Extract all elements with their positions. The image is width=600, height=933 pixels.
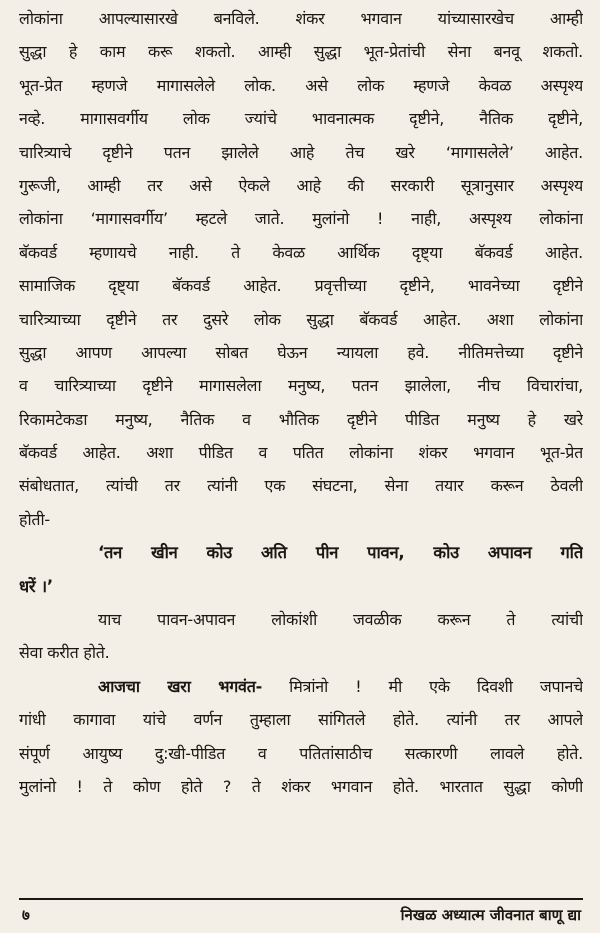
text-line: सुद्धा हे काम करू शकतो. आम्ही सुद्धा भूत-प्रेतांची सेना बनवू शकतो. (19, 42, 583, 62)
text-line: सुद्धा आपण आपल्या सोबत घेऊन न्यायला हवे. नीतिमत्तेच्या दृष्टीने (19, 342, 583, 362)
text-line: गांधी कागावा यांचे वर्णन तुम्हाला सांगितले होते. त्यांनी तर आपले (19, 710, 583, 730)
page-footer (22, 901, 581, 929)
running-title: निखळ अध्यात्म जीवनात बाणू द्या (400, 906, 581, 924)
text-line: मुलांनो ! ते कोण होते ? ते शंकर भगवान होते. भारतात सुद्धा कोणी (19, 776, 583, 796)
text-line: सेवा करीत होते. (19, 643, 110, 663)
text-line: लोकांना ‘मागासवर्गीय’ म्हटले जाते. मुलांनो ! नाही, अस्पृश्य लोकांना (19, 209, 583, 229)
text-line: व चारित्र्याच्या दृष्टीने मागासलेला मनुष्य, पतन झालेला, नीच विचारांचा, (19, 376, 583, 396)
text-line: बॅकवर्ड आहेत. अशा पीडित व पतित लोकांना शंकर भगवान भूत-प्रेत (19, 443, 583, 463)
verse-quote-line: धरें ।’ (19, 576, 53, 596)
text-line: भूत-प्रेत म्हणजे मागासलेले लोक. असे लोक म्हणजे केवळ अस्पृश्य (19, 75, 583, 95)
text-line: होती- (19, 509, 50, 529)
text-line: चारित्र्याचे दृष्टीने पतन झालेले आहे तेच खरे ‘मागासलेले’ आहेत. (19, 142, 583, 162)
page-number: ७ (22, 906, 30, 924)
section-first-line-text: मित्रांनो ! मी एके दिवशी जपानचे (261, 676, 583, 696)
text-line: सामाजिक दृष्ट्या बॅकवर्ड आहेत. प्रवृत्तीच्या दृष्टीने, भावनेच्या दृष्टीने (19, 276, 583, 296)
text-line: रिकामटेकडा मनुष्य, नैतिक व भौतिक दृष्टीने पीडित मनुष्य हे खरे (19, 409, 583, 429)
section-heading: आजचा खरा भगवंत- (98, 676, 262, 696)
text-line: चारित्र्याच्या दृष्टीने तर दुसरे लोक सुद्धा बॅकवर्ड आहेत. अशा लोकांना (19, 309, 583, 329)
section-first-line (19, 670, 583, 703)
text-line: बॅकवर्ड म्हणायचे नाही. ते केवळ आर्थिक दृष्ट्या बॅकवर्ड आहेत. (19, 242, 583, 262)
text-line: संबोधतात, त्यांची तर त्यांनी एक संघटना, सेना तयार करून ठेवली (19, 476, 583, 496)
verse-quote-line: ‘तन खीन कोउ अति पीन पावन, कोउ अपावन गति (98, 543, 583, 563)
text-line: नव्हे. मागासवर्गीय लोक ज्यांचे भावनात्मक दृष्टीने, नैतिक दृष्टीने, (19, 109, 583, 129)
text-line: गुरूजी, आम्ही तर असे ऐकले आहे की सरकारी सूत्रानुसार अस्पृश्य (19, 175, 583, 195)
text-line: संपूर्ण आयुष्य दु:खी-पीडित व पतितांसाठीच सत्कारणी लावले होते. (19, 743, 583, 763)
footer-rule (19, 898, 583, 900)
text-line: लोकांना आपल्यासारखे बनविले. शंकर भगवान यांच्यासारखेच आम्ही (19, 9, 583, 28)
text-line: याच पावन-अपावन लोकांशी जवळीक करून ते त्यांची (98, 610, 583, 630)
